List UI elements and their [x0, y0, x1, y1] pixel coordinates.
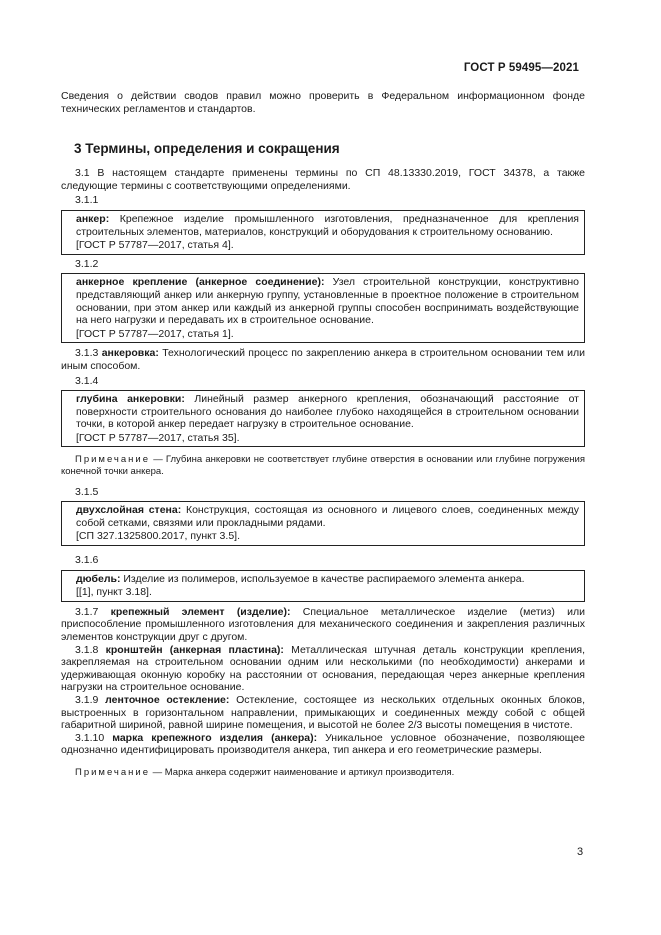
note-label: Примечание: [75, 766, 150, 778]
page-number: 3: [577, 846, 584, 858]
term-definition: Узел строительной конструкции, конструктивно представляющий анкер или анкерную группу, установленные в проектное положение в строительном основании, при этом анкер или каждый из анкерной группы способен воспринимать воздействующие на него нагрузки и передавать их в строительное основание.: [76, 276, 580, 327]
standard-header: ГОСТ Р 59495—2021: [463, 62, 579, 74]
term-paragraph-bracket: [61, 644, 585, 694]
term-box-double-wall: [61, 501, 585, 546]
term-name: дюбель:: [76, 572, 121, 585]
term-number: 3.1.4: [75, 374, 99, 387]
intro-paragraph: Сведения о действии сводов правил можно проверить в Федеральном информационном фонде технических регламентов и стандартов.: [61, 90, 585, 115]
term-number: 3.1.1: [75, 194, 99, 207]
term-definition: Технологический процесс по закреплению анкера в строительном основании тем или иным способом.: [61, 347, 585, 372]
term-number: 3.1.2: [75, 257, 99, 270]
term-paragraph-anchoring: [61, 347, 585, 372]
term-paragraph-fastener-mark: [61, 732, 585, 757]
term-definition: Металлическая штучная деталь конструкции крепления, закрепляемая на строительном основании одним или несколькими (по необходимости) анкерами и удерживающая оконную коробку на расстоянии от основания, передающая через анкерные крепления нагрузки на строительное основание.: [61, 643, 585, 694]
term-box-anchor: [61, 210, 585, 255]
note-fastener-mark: [61, 767, 585, 779]
term-paragraph-fastener: [61, 606, 585, 644]
section-title: 3 Термины, определения и сокращения: [74, 141, 340, 157]
term-reference: [СП 327.1325800.2017, пункт 3.5].: [76, 530, 240, 543]
term-definition: Крепежное изделие промышленного изготовления, предназначенное для крепления строительных элементов, материалов, конструкций и оборудования к строительному основанию.: [76, 212, 579, 238]
term-box-dowel: [61, 570, 585, 602]
term-definition: Остекление, состоящее из нескольких отдельных оконных блоков, выстроенных в горизонтальном направлении, примыкающих и соединенных между собой с общей габаритной шириной, равной ширине помещения, и высотой не более 2/3 высоты помещения в чистоте.: [61, 693, 586, 732]
term-definition: Конструкция, состоящая из основного и лицевого слоев, соединенных между собой сетками, связями или прокладными рядами.: [76, 504, 579, 529]
note-text: — Глубина анкеровки не соответствует глубине отверстия в основании или глубине погружения конечной точки анкера.: [61, 454, 585, 478]
term-definition: Специальное металлическое изделие (метиз) или приспособление промышленного изготовления для механического соединения и закрепления различных элементов конструкции друг с другом.: [61, 605, 585, 643]
term-box-anchor-fastening: [61, 273, 585, 343]
term-definition: Линейный размер анкерного крепления, обозначающий расстояние от поверхности строительного основания до наиболее глубоко находящейся в строительном основании точки, в которой анкер передает нагрузку в строительное основание.: [76, 393, 579, 431]
page-content: [61, 90, 585, 779]
term-number: 3.1.9: [75, 693, 99, 706]
term-name: марка крепежного изделия (анкера):: [112, 731, 318, 744]
term-box-anchor-depth: [61, 390, 585, 447]
term-paragraph-ribbon-glazing: [61, 694, 585, 732]
term-name: ленточное остекление:: [105, 693, 230, 706]
term-name: глубина анкеровки:: [76, 393, 185, 406]
term-name: анкеровка:: [101, 347, 159, 360]
term-definition: Изделие из полимеров, используемое в качестве распираемого элемента анкера.: [120, 572, 525, 585]
paragraph-3-1: 3.1 В настоящем стандарте применены термины по СП 48.13330.2019, ГОСТ 34378, а также следующие термины с соответствующими определениями.: [61, 167, 585, 192]
term-number: 3.1.8: [75, 643, 99, 656]
term-number: 3.1.7: [75, 605, 99, 618]
term-number: 3.1.6: [75, 554, 99, 567]
term-number: 3.1.5: [75, 485, 99, 498]
term-name: анкерное крепление (анкерное соединение):: [76, 276, 325, 289]
term-number: 3.1.3: [75, 347, 99, 360]
note-anchor-depth: [61, 454, 585, 477]
term-definition: Уникальное условное обозначение, позволяющее однозначно идентифицировать производителя анкера, тип анкера и его геометрические размеры.: [61, 731, 585, 757]
note-label: Примечание: [75, 454, 150, 466]
term-name: кронштейн (анкерная пластина):: [105, 643, 284, 656]
note-text: — Марка анкера содержит наименование и артикул производителя.: [150, 766, 455, 778]
term-reference: [ГОСТ Р 57787—2017, статья 4].: [76, 239, 234, 252]
term-reference: [ГОСТ Р 57787—2017, статья 1].: [76, 327, 234, 340]
term-name: двухслойная стена:: [76, 504, 182, 517]
term-name: анкер:: [76, 212, 110, 225]
term-number: 3.1.10: [75, 731, 105, 744]
term-name: крепежный элемент (изделие):: [110, 605, 291, 618]
term-reference: [[1], пункт 3.18].: [76, 586, 152, 599]
term-reference: [ГОСТ Р 57787—2017, статья 35].: [76, 431, 240, 444]
